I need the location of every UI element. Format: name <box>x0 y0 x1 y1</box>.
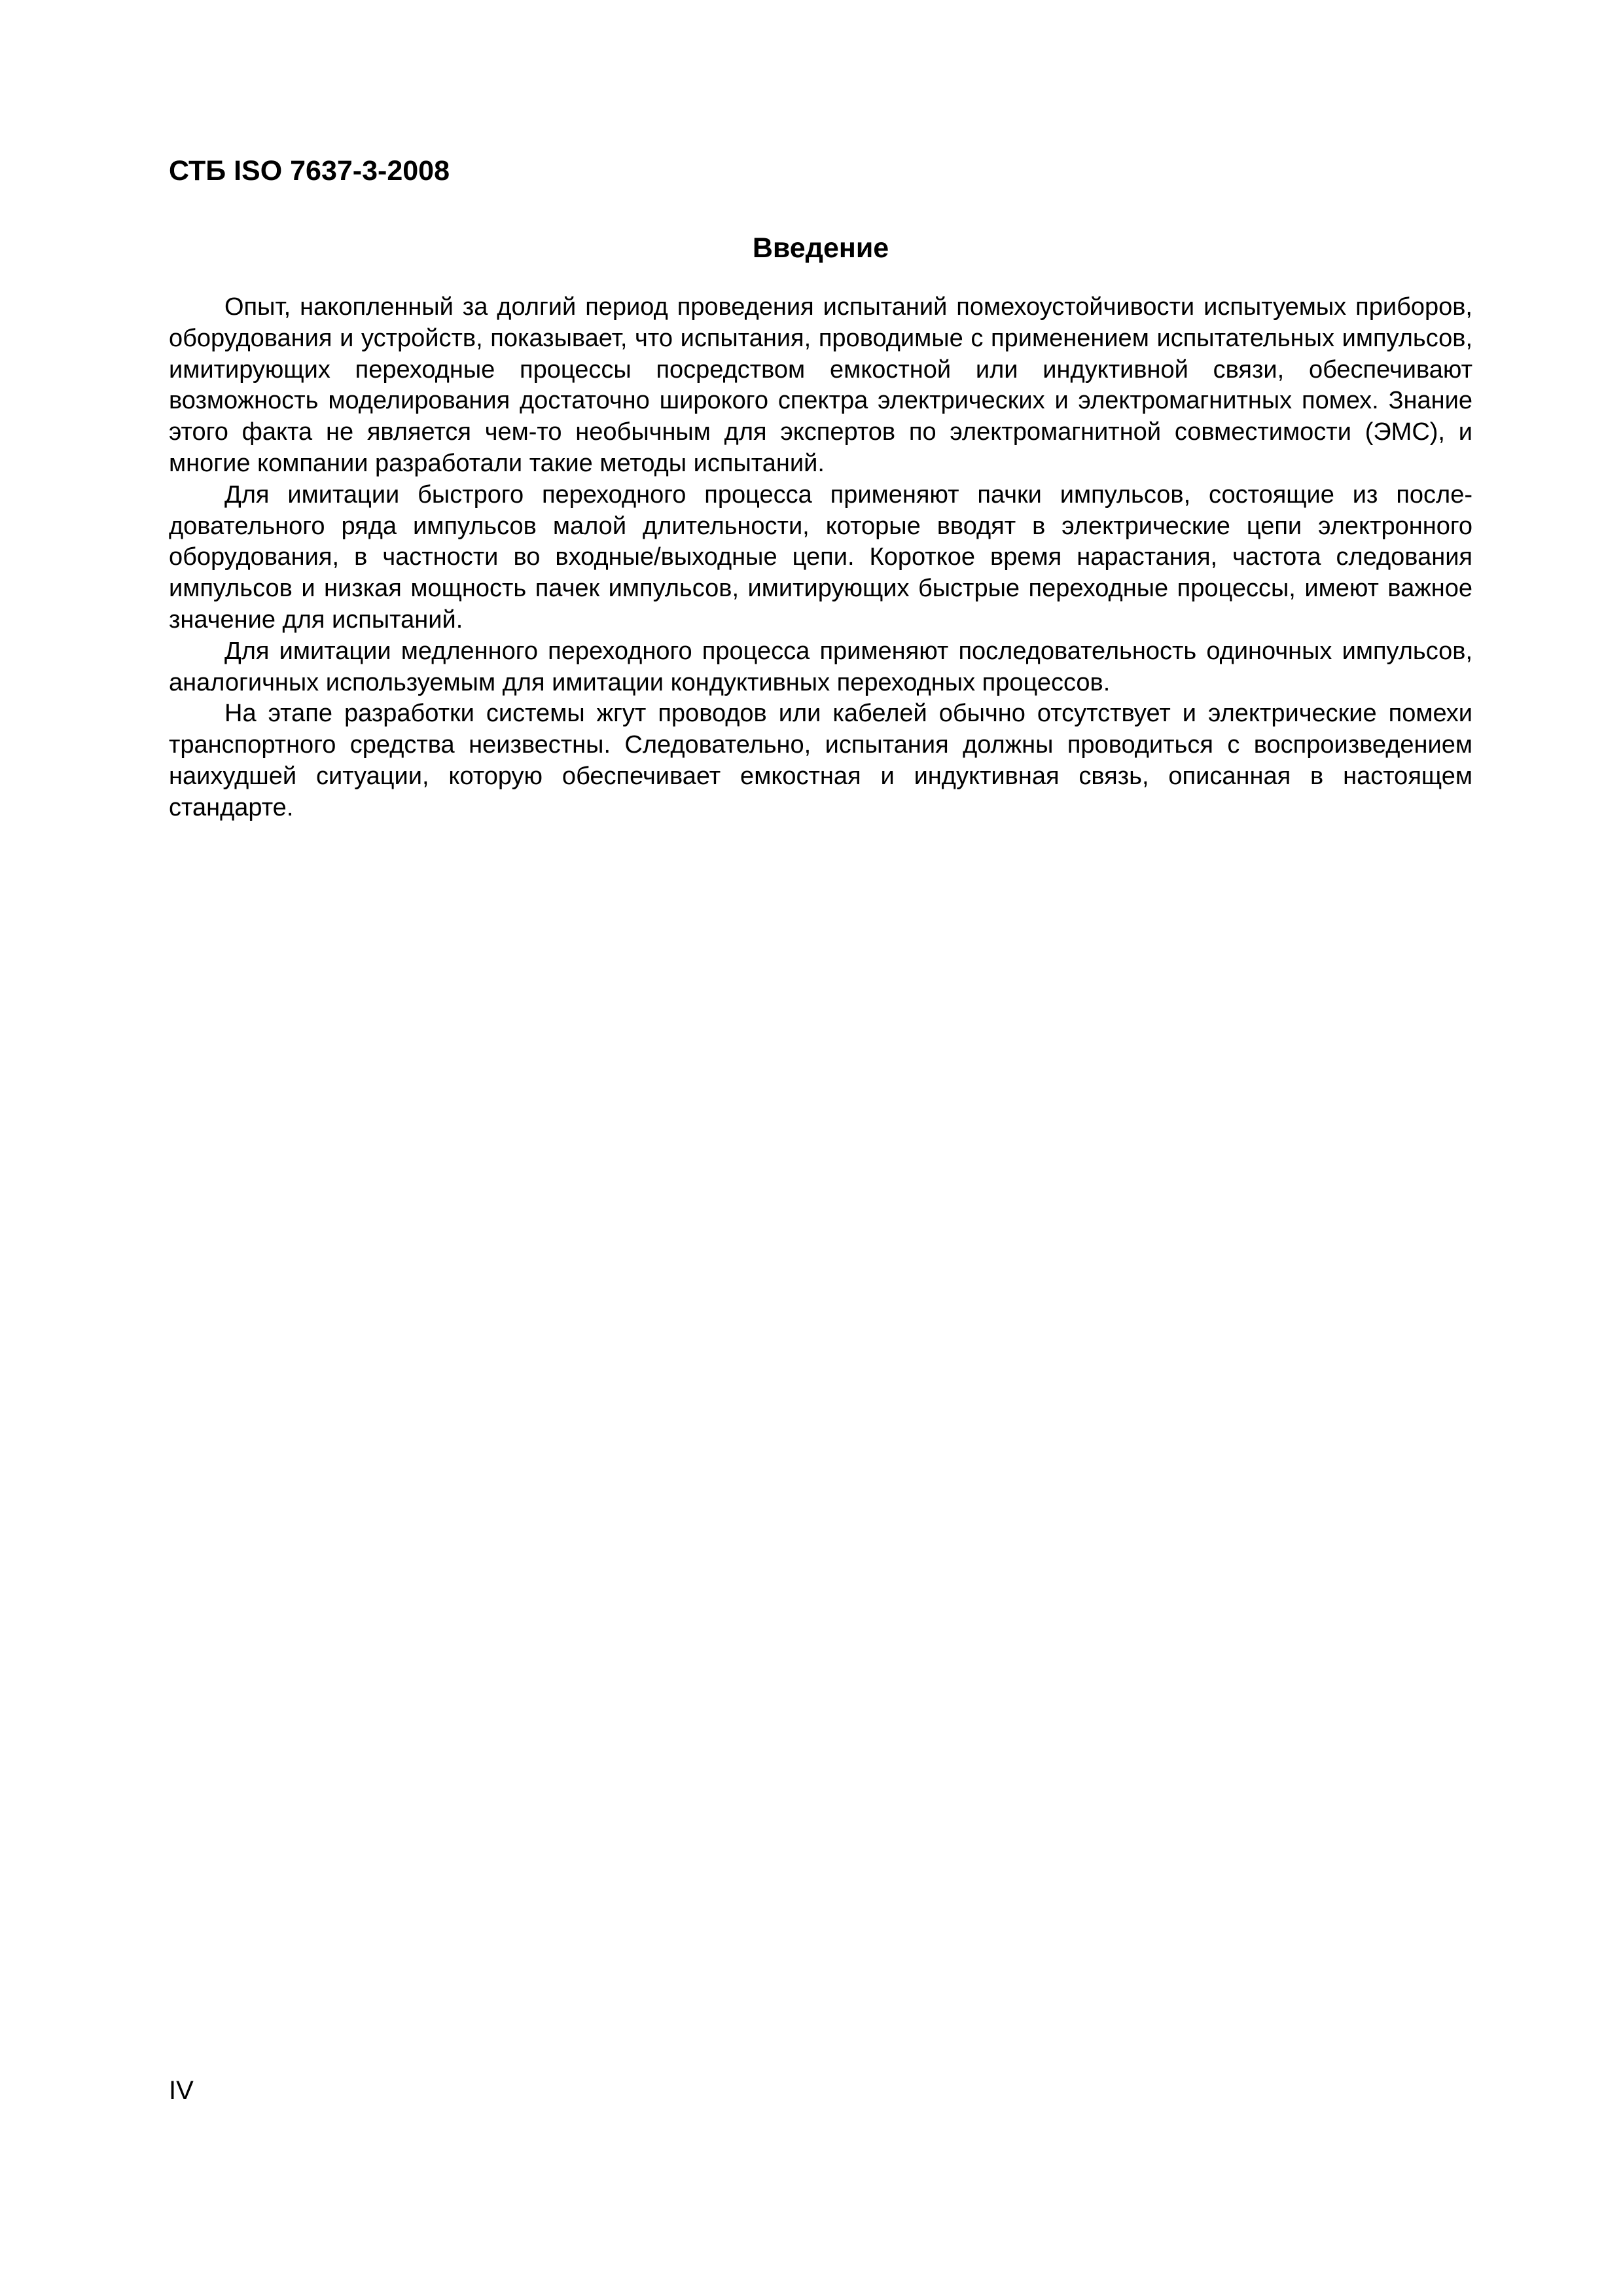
introduction-body <box>169 292 1472 824</box>
paragraph: На этапе разработки системы жгут проводов или кабелей обычно отсутствует и электрические помехи транспортного средства неизвестны. Следовательно, испытания должны проводиться с воспроизведением наихудшей ситуации, которую обеспечивает емкостная и индуктивная связь, описанная в настоящем стандарте. <box>169 700 1472 821</box>
section-title: Введение <box>752 232 889 264</box>
paragraph: Опыт, накопленный за долгий период проведения испытаний помехоустойчивости испытуемых приборов, оборудования и устройств, показывает, что испытания, проводимые с применением испытательных импульсов, имитирующих переходные процессы посредством емкостной или индуктивной связи, обеспечивают возможность моделирования достаточно широкого спектра электрических и электромагнитных помех. Знание этого факта не является чем-то необычным для экспертов по электромагнитной совместимости (ЭМС), и многие компании разработали такие методы испытаний. <box>169 293 1472 477</box>
paragraph: Для имитации быстрого переходного процесса применяют пачки импульсов, состоящие из последовательного ряда импульсов малой длительности, которые вводят в электрические цепи электронного оборудования, в частности во входные/выходные цепи. Короткое время нарастания, частота следования импульсов и низкая мощность пачек импульсов, имитирующих быстрые переходные процессы, имеют важное значение для испытаний. <box>169 480 1472 634</box>
paragraph: Для имитации медленного переходного процесса применяют последовательность одиночных импульсов, аналогичных используемым для имитации кондуктивных переходных процессов. <box>169 637 1472 696</box>
page-number: IV <box>169 2076 194 2105</box>
document-code: СТБ ISO 7637-3-2008 <box>169 155 450 187</box>
